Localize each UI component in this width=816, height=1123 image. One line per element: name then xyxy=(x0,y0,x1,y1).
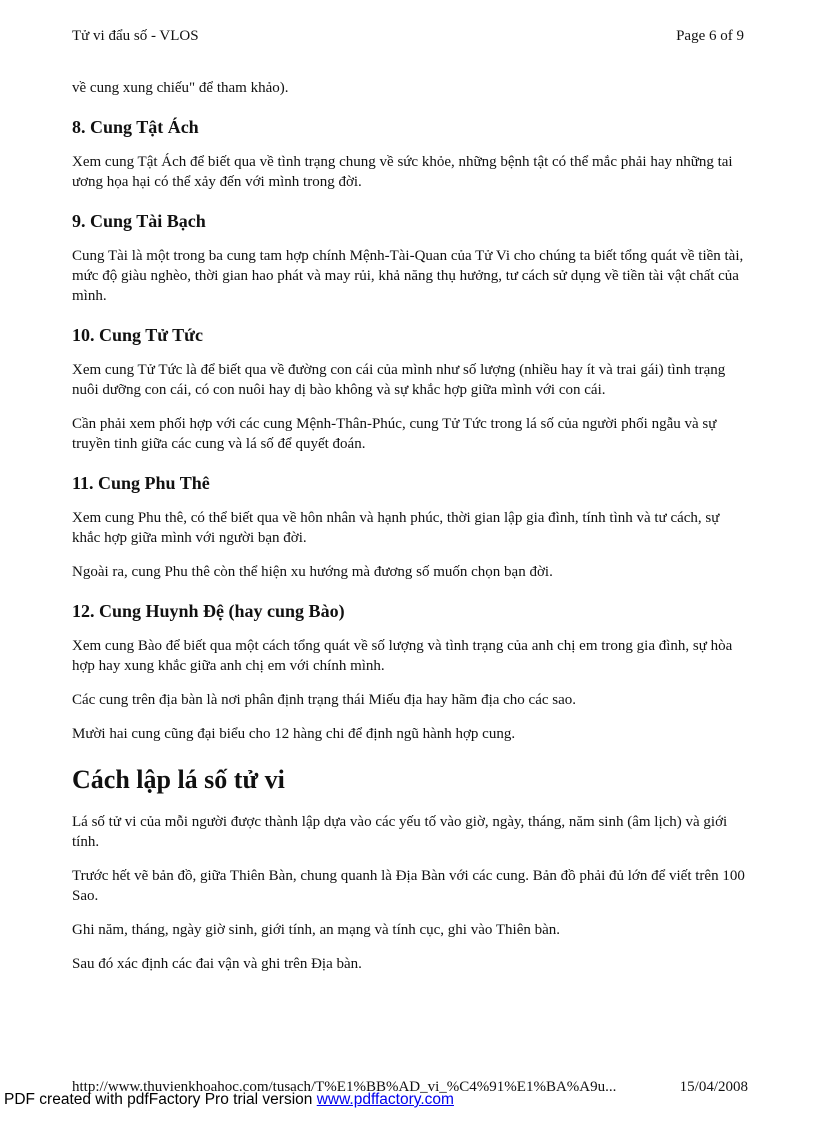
paragraph: Cần phải xem phối hợp với các cung Mệnh-Thân-Phúc, cung Tử Tức trong lá số của người phối ngẫu và sự truyền tinh giữa các cung và lá số để quyết đoán. xyxy=(72,416,717,452)
paragraph: Các cung trên địa bàn là nơi phân định trạng thái Miếu địa hay hãm địa cho các sao. xyxy=(72,692,577,708)
paragraph: Xem cung Tật Ách để biết qua về tình trạng chung về sức khỏe, những bệnh tật có thể mắc phải hay những tai ương họa hại có thể xảy đến với mình trong đời. xyxy=(72,154,733,190)
paragraph: Xem cung Tử Tức là để biết qua về đường con cái của mình như số lượng (nhiều hay ít và trai gái) tình trạng nuôi dưỡng con cái, có con nuôi hay dị bào không và sự khắc hợp giữa mình với con cái. xyxy=(72,362,726,398)
paragraph: Cung Tài là một trong ba cung tam hợp chính Mệnh-Tài-Quan của Tử Vi cho chúng ta biết tổng quát về tiền tài, mức độ giàu nghèo, thời gian hao phát và may rủi, khả năng thụ hưởng, tư cách sử dụng về tiền tài vật chất của mình. xyxy=(72,248,744,304)
paragraph: Lá số tử vi của mỗi người được thành lập dựa vào các yếu tố vào giờ, ngày, tháng, năm sinh (âm lịch) và giới tính. xyxy=(72,814,728,850)
paragraph: Ghi năm, tháng, ngày giờ sinh, giới tính, an mạng và tính cục, ghi vào Thiên bàn. xyxy=(72,922,561,938)
pdf-trial-banner xyxy=(4,1091,454,1109)
paragraph: Ngoài ra, cung Phu thê còn thể hiện xu hướng mà đương số muốn chọn bạn đời. xyxy=(72,564,553,580)
main-section-heading: Cách lập lá số tử vi xyxy=(72,765,285,794)
paragraph: Xem cung Phu thê, có thể biết qua về hôn nhân và hạnh phúc, thời gian lập gia đình, tính tình và tư cách, sự khắc hợp giữa mình với người bạn đời. xyxy=(72,510,720,546)
paragraph: Sau đó xác định các đai vận và ghi trên Địa bàn. xyxy=(72,956,362,972)
footer-date: 15/04/2008 xyxy=(679,1079,748,1095)
paragraph: Trước hết vẽ bản đồ, giữa Thiên Bàn, chung quanh là Địa Bàn với các cung. Bản đồ phải đủ lớn để viết trên 100 Sao. xyxy=(72,868,745,904)
pdffactory-link[interactable]: www.pdffactory.com xyxy=(316,1091,454,1108)
paragraph: Xem cung Bào để biết qua một cách tổng quát về số lượng và tình trạng của anh chị em trong gia đình, sự hòa hợp hay xung khắc giữa anh chị em với chính mình. xyxy=(72,638,733,674)
document-body xyxy=(72,78,748,988)
intro-text: về cung xung chiếu" để tham khảo). xyxy=(72,80,289,96)
header-title: Tử vi đẩu số - VLOS xyxy=(72,28,199,44)
section-heading-tai-bach: 9. Cung Tài Bạch xyxy=(72,211,206,231)
section-heading-tat-ach: 8. Cung Tật Ách xyxy=(72,117,199,137)
section-heading-tu-tuc: 10. Cung Tử Tức xyxy=(72,325,203,345)
paragraph: Mười hai cung cũng đại biểu cho 12 hàng chi để định ngũ hành hợp cung. xyxy=(72,726,516,742)
footer-url: http://www.thuvienkhoahoc.com/tusach/T%E1%BB%AD_vi_%C4%91%E1%BA%A9u... xyxy=(72,1079,617,1095)
page-number: Page 6 of 9 xyxy=(676,28,744,44)
section-heading-phu-the: 11. Cung Phu Thê xyxy=(72,473,210,493)
section-heading-huynh-de: 12. Cung Huynh Đệ (hay cung Bào) xyxy=(72,601,345,621)
pdf-banner-text: PDF created with pdfFactory Pro trial version xyxy=(4,1091,317,1108)
